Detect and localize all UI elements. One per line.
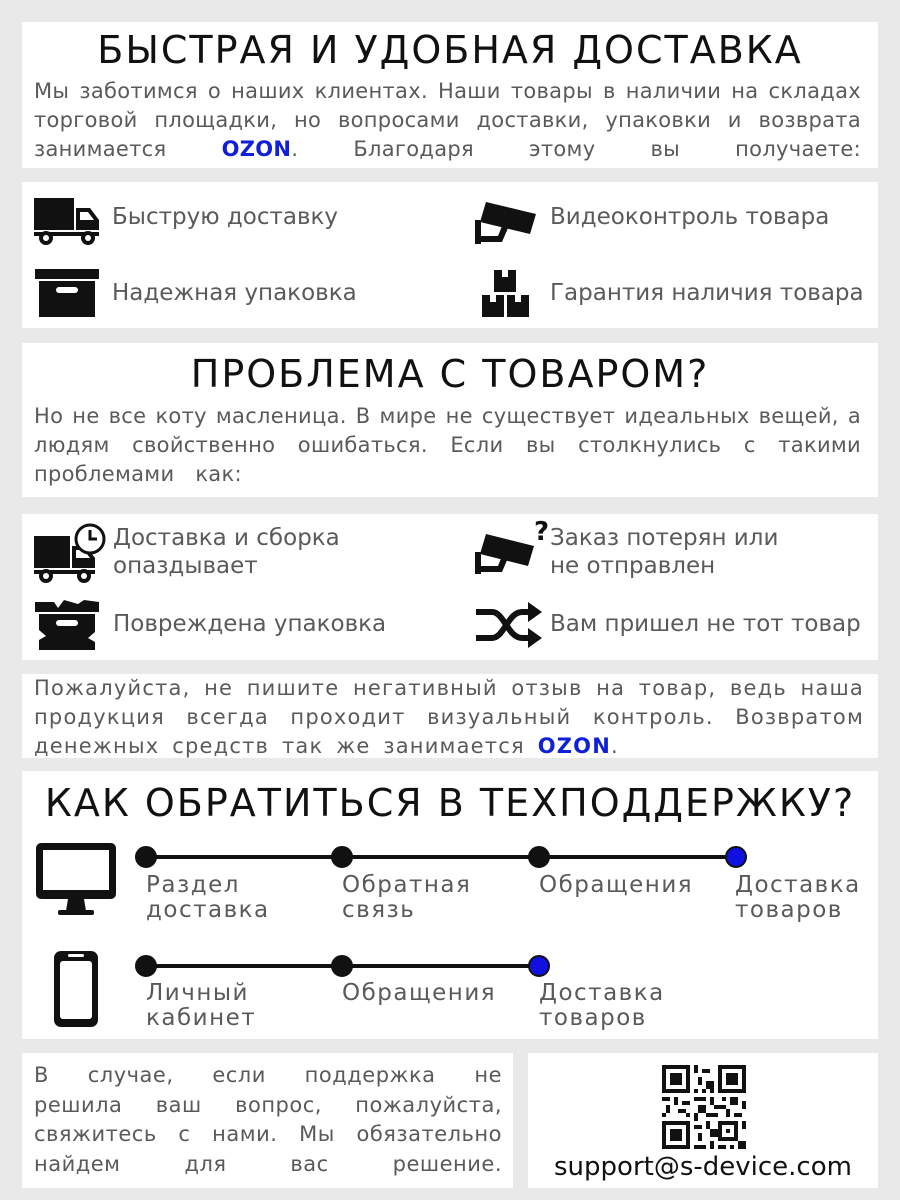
box-icon [34,267,100,319]
cctv-question-icon [472,520,552,576]
shuffle-icon [474,600,544,650]
problem-label [550,610,861,638]
step-label [539,981,665,1031]
step-label-line: Доставка [735,872,861,898]
truck-clock-icon [32,522,108,584]
step-label [539,873,693,898]
problem-label-line: опаздывает [113,553,258,579]
problem-label [550,524,778,580]
smartphone-icon [52,949,100,1029]
benefit-label: Видеоконтроль товара [550,204,830,230]
problem-label-line: Повреждена упаковка [113,611,387,637]
support-panel [22,771,878,1039]
problem-label-line: Доставка и сборка [113,525,340,551]
step-dot-final [528,955,550,977]
benefit-label: Надежная упаковка [112,280,357,306]
truck-icon [32,194,102,246]
step-label-line: товаров [539,1005,647,1031]
notice-text [34,674,864,761]
contact-text [34,1061,502,1179]
notice-text-fragment: . [611,734,619,758]
step-label [342,981,496,1006]
step-label-line: Доставка [539,980,665,1006]
qr-code-icon[interactable] [662,1065,746,1149]
problems-panel [22,514,878,660]
problem-text [34,402,861,489]
notice-text-fragment: денежных средств так же занимается [34,734,525,758]
step-label-line: доставка [146,897,270,923]
cctv-camera-icon [472,196,540,246]
benefit-label: Быструю доставку [112,204,339,230]
delivery-text-line [34,135,861,164]
step-label-line: товаров [735,897,843,923]
delivery-text [34,77,861,164]
contact-text-panel [22,1053,513,1188]
delivery-text-line: торговой площадки, но вопросами доставки, упаковки и возврата [34,108,861,132]
step-label-line: Обращения [342,980,497,1006]
step-label-line: связь [342,897,416,923]
step-label [342,873,471,923]
desktop-monitor-icon [34,841,118,917]
step-label-line: Раздел [146,872,240,898]
step-label-line: Обратная [342,872,472,898]
support-email-link[interactable]: support@s-device.com [554,1152,852,1182]
notice-text-line: продукция всегда проходит визуальный контроль. Возвратом [34,705,864,729]
problem-text-line: проблемами как: [34,462,242,486]
problem-label-line: Вам пришел не тот товар [550,611,861,637]
step-label-line: кабинет [146,1005,257,1031]
problem-text-line: Но не все коту масленица. В мире не существует идеальных вещей, а [34,404,861,428]
benefits-panel [22,182,878,328]
step-dot [135,846,157,868]
step-label-line: Обращения [539,872,694,898]
ozon-brand: OZON [537,734,612,758]
step-dot [528,846,550,868]
step-label [735,873,861,923]
contact-text-line: решила ваш вопрос, пожалуйста, [34,1092,502,1117]
support-title: КАК ОБРАТИТЬСЯ В ТЕХПОДДЕРЖКУ? [44,781,856,825]
delivery-title: БЫСТРАЯ И УДОБНАЯ ДОСТАВКА [97,28,803,72]
problem-text-line: людям свойственно ошибаться. Если вы столкнулись с такими [34,433,861,457]
problem-label-line: не отправлен [550,553,716,579]
delivery-panel [22,22,878,168]
step-label [146,873,270,923]
delivery-text-line: Мы заботимся о наших клиентах. Наши товары в наличии на складах [34,79,861,103]
damaged-box-icon [34,598,100,652]
notice-panel [22,674,878,758]
problem-title: ПРОБЛЕМА С ТОВАРОМ? [190,352,710,396]
step-dot [331,846,353,868]
problem-panel [22,343,878,497]
svg-text:?: ? [534,520,550,547]
delivery-text-fragment: . Благодаря этому вы получаете: [291,137,861,161]
step-label [146,981,256,1031]
stacked-boxes-icon [480,268,532,320]
contact-text-line: В случае, если поддержка не [34,1063,502,1087]
problem-label [113,610,386,638]
step-dot [135,955,157,977]
step-dot-final [725,846,747,868]
desktop-steps-line [146,855,736,859]
delivery-text-fragment: занимается [34,137,167,161]
ozon-brand: OZON [221,137,292,161]
benefit-label: Гарантия наличия товара [550,280,864,306]
problem-label-line: Заказ потерян или [550,525,779,551]
contact-qr-panel [528,1053,878,1188]
notice-text-line: Пожалуйста, не пишите негативный отзыв на товар, ведь наша [34,676,864,700]
step-label-line: Личный [146,980,249,1006]
notice-text-line [34,732,864,761]
contact-text-line: свяжитесь с нами. Мы обязательно [34,1122,502,1146]
problem-label [113,524,340,580]
step-dot [331,955,353,977]
contact-text-line: найдем для вас решение. [34,1151,502,1176]
